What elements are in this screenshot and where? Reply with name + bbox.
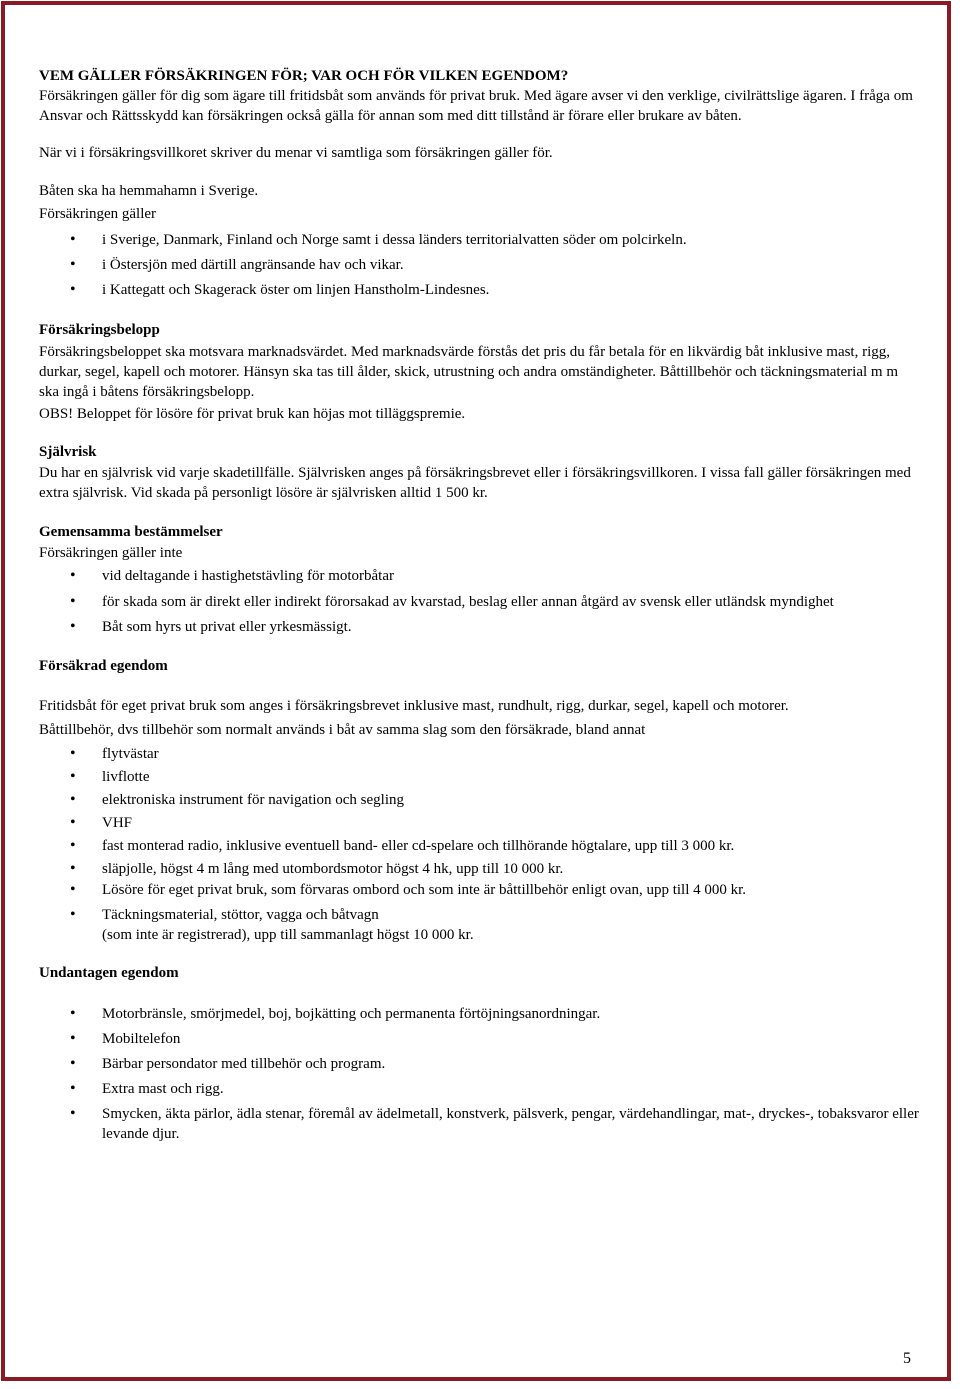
list-item: • Motorbränsle, smörjmedel, boj, bojkätting och permanenta förtöjningsanordningar. [39, 1004, 919, 1024]
section-heading-excluded-property: Undantagen egendom [39, 965, 179, 981]
list-item: • i Sverige, Danmark, Finland och Norge samt i dessa länders territorialvatten söder om polcirkeln. [39, 230, 919, 250]
excluded-property-list [39, 1004, 919, 1144]
section-heading-scope: VEM GÄLLER FÖRSÄKRINGEN FÖR; VAR OCH FÖR VILKEN EGENDOM? [39, 68, 569, 84]
document-body [39, 66, 919, 1144]
section-heading-insurance-amount: Försäkringsbelopp [39, 322, 160, 338]
paragraph-leisure-boat: Fritidsbåt för eget privat bruk som anges i försäkringsbrevet inklusive mast, rundhult, rigg, durkar, segel, kapell och motorer. [39, 698, 789, 714]
paragraph-exclusions-intro: Försäkringen gäller inte [39, 545, 183, 561]
list-item: • i Östersjön med därtill angränsande hav och vikar. [39, 255, 919, 275]
insured-property-list [39, 744, 919, 945]
list-item: • fast monterad radio, inklusive eventuell band- eller cd-spelare och tillhörande högtalare, upp till 3 000 kr. [39, 836, 919, 856]
list-item: • släpjolle, högst 4 m lång med utombordsmotor högst 4 hk, upp till 10 000 kr. [39, 859, 919, 879]
paragraph-obs: OBS! Beloppet för lösöre för privat bruk kan höjas mot tilläggspremie. [39, 406, 466, 422]
list-item: • för skada som är direkt eller indirekt förorsakad av kvarstad, beslag eller annan åtgärd av svensk eller utländsk myndighet [39, 592, 919, 612]
list-item: • vid deltagande i hastighetstävling för motorbåtar [39, 566, 919, 586]
list-item-note: (som inte är registrerad), upp till sammanlagt högst 10 000 kr. [102, 927, 474, 943]
list-item: • elektroniska instrument för navigation och segling [39, 790, 919, 810]
paragraph-market-value: Försäkringsbeloppet ska motsvara marknadsvärdet. Med marknadsvärde förstås det pris du får betala för en likvärdig båt inklusive mast, rigg, durkar, segel, kapell och motorer. Hänsyn ska tas till ålder, skick, utrustning och andra omständigheter. Båttillbehör och täckningsmaterial m m ska ingå i båtens försäkringsbelopp. [39, 344, 898, 400]
list-item [39, 905, 919, 945]
list-item: • Bärbar persondator med tillbehör och program. [39, 1054, 919, 1074]
exclusions-list [39, 566, 919, 637]
page-number: 5 [903, 1350, 911, 1367]
section-heading-deductible: Självrisk [39, 444, 97, 460]
list-item-text: Täckningsmaterial, stöttor, vagga och båtvagn [102, 907, 379, 923]
section-heading-insured-property: Försäkrad egendom [39, 658, 168, 674]
list-item: • Mobiltelefon [39, 1029, 919, 1049]
list-item: • flytvästar [39, 744, 919, 764]
list-item: • Båt som hyrs ut privat eller yrkesmässigt. [39, 617, 919, 637]
coverage-area-list [39, 230, 919, 300]
list-item: • Extra mast och rigg. [39, 1079, 919, 1099]
list-item: • Lösöre för eget privat bruk, som förvaras ombord och som inte är båttillbehör enligt ovan, upp till 4 000 kr. [39, 880, 919, 900]
paragraph-definition: När vi i försäkringsvillkoret skriver du menar vi samtliga som försäkringen gäller för. [39, 145, 553, 161]
paragraph-home-port: Båten ska ha hemmahamn i Sverige. [39, 183, 259, 199]
list-item: • VHF [39, 813, 919, 833]
paragraph-deductible: Du har en självrisk vid varje skadetillfälle. Självrisken anges på försäkringsbrevet eller i försäkringsvillkoren. I vissa fall gäller försäkringen med extra självrisk. Vid skada på personligt lösöre är självrisken alltid 1 500 kr. [39, 465, 911, 501]
section-heading-common-rules: Gemensamma bestämmelser [39, 524, 223, 540]
paragraph-boat-accessories: Båttillbehör, dvs tillbehör som normalt används i båt av samma slag som den försäkrade, bland annat [39, 722, 646, 738]
paragraph-owner: Försäkringen gäller för dig som ägare till fritidsbåt som används för privat bruk. Med ägare avser vi den verklige, civilrättslige ägaren. I fråga om Ansvar och Rättsskydd kan försäkringen också gälla för annan som med ditt tillstånd är förare eller brukare av båten. [39, 88, 913, 124]
list-item: • Smycken, äkta pärlor, ädla stenar, föremål av ädelmetall, konstverk, pälsverk, pengar, värdehandlingar, mat-, dryckes-, tobaksvaror eller levande djur. [39, 1104, 919, 1144]
list-item: • i Kattegatt och Skagerack öster om linjen Hanstholm-Lindesnes. [39, 280, 919, 300]
list-item: • livflotte [39, 767, 919, 787]
paragraph-coverage-area-intro: Försäkringen gäller [39, 206, 157, 222]
